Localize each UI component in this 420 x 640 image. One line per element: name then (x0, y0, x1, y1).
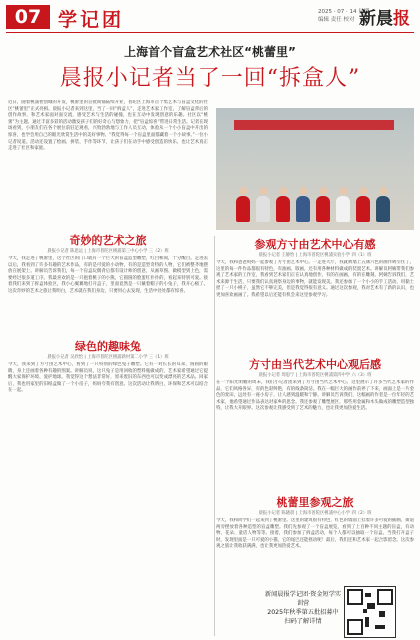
newspaper-logo: 新晨报 (359, 9, 410, 29)
photo-child (316, 196, 330, 222)
date-line: 2025 · 07 · 14 星期一 (318, 9, 375, 15)
photo-child (276, 196, 290, 222)
photo-child (376, 196, 390, 222)
section-body-3: 在一个阳光明媚的周末，我们小记者团来到了方寸由当代艺术中心。这里展示了许多当代艺术家的作品，它们风格各异，有的色彩鲜艳，有的线条简洁。我在一幅巨大的画作前停了下来，画面上是一片金色的麦田，远处有一座小房子，让人感到温暖和宁静。讲解员告诉我们，这幅画的作者是一位年轻的艺术家，他希望通过作品表达对家乡的思念。我还参观了雕塑展区，那些用金属和木头做成的雕塑造型独特，让我大开眼界。这次参观让我感受到了艺术的魅力，也让我更加热爱生活。 (216, 380, 414, 412)
photo-child (356, 196, 370, 222)
section-title-5: 桃蕾里参观之旅 (276, 496, 354, 509)
section-title: 学记团 (58, 9, 125, 31)
section-byline-1: 晨报小记者 陈思远 | 上海市普陀区桃浦第三中心小学 三（2）班 (47, 249, 169, 254)
section-title-4: 绿色的趣味兔 (75, 340, 141, 353)
column-divider (214, 236, 215, 636)
section-byline-3: 晨报小记者 周思宁 | 上海市普陀区桃浦第四中学 六（3）班 (258, 373, 372, 378)
page-header (0, 0, 420, 34)
section-body-4: 今天，我来到了方寸由艺术中心，看到了一只特别的绿色兔子雕塑。它有一对长长的耳朵，圆圆的眼睛，身上还画着各种有趣的图案。讲解员说，这只兔子是用回收的塑料瓶做成的，艺术家希望通过它提醒大家保护环境、爱护地球。我觉得这个想法非常好，原来废旧的东西也可以变成漂亮的艺术品。回家后，我也用家里的旧纸盒做了一个小房子，妈妈夸我有创意。这次活动让我明白，环保和艺术可以结合在一起。 (8, 362, 208, 394)
section-byline-4: 晨报小记者 吴欣怡 | 上海市普陀区桃浦新村第二小学 三（1）班 (47, 355, 169, 360)
section-body-1: 今天，我走进了桃蕾里，这个社区的门口就有一个巨大的盲盒造型雕塑，红白相间，十分醒目。走进去以后，我看到了许多有趣的艺术作品，有的是可爱的小动物，有的是造型奇特的人物，它们被整齐地摆放在展架上。讲解员告诉我们，每一个盲盒玩偶背后都有设计师的创意，从画草图、做模型到上色，需要经过很多道工序。我最喜欢的是一只抱着桃子的小熊，它圆圆的脸蛋红扑扑的，看起来特别可爱。接着我们来到了拆盒体验区，我小心翼翼地打开盒子，里面竟然是一只戴着帽子的小兔子，我开心极了。这次奇妙的艺术之旅让我明白，艺术就在我们身边，只要用心去发现，生活中处处都有惊喜。 (8, 256, 208, 294)
qr-code[interactable] (344, 586, 396, 638)
photo-child (256, 196, 270, 222)
section-body-2: 今天，我和爸爸妈妈一起参观了方寸由艺术中心。一走进大厅，我就被墙上五颜六色的画作吸引住了。这里的每一件作品都很有特色，有油画、版画，还有用各种材料做成的装置艺术。讲解员阿姨带我们参观了艺术家的工作室，我看到艺术家们正在认真地创作，有的在画画，有的在雕刻。阿姨告诉我们，艺术来源于生活，只要我们认真观察身边的事物，就能发现美。我还参加了一个小小的手工活动，用黏土捏了一只小桃子，虽然它不够完美，但是我觉得很有意义。通过这次参观，我对艺术有了新的认识，也更加喜欢画画了。我希望以后还能有机会来这里参观学习。 (216, 260, 414, 298)
ad-line-1: 新闻晨报学记团·资金短学实训营 (264, 591, 342, 607)
photo-child (296, 196, 310, 222)
section-byline-5: 晨报小记者 陈晓晨 | 上海市普陀区桃浦中心小学 四（2）班 (258, 511, 372, 516)
photo-banner (234, 120, 394, 130)
photo-child (336, 196, 350, 222)
editor-line: 编辑 责任 校对 (318, 17, 355, 23)
article-photo (216, 108, 414, 230)
article-kicker: 上海首个盲盒艺术社区“桃蕾里” (124, 45, 296, 59)
article-headline: 晨报小记者当了一回“拆盒人” (59, 66, 361, 91)
page-number: 07 (6, 5, 50, 29)
photo-child (236, 196, 250, 222)
section-title-2: 参观方寸由艺术中心有感 (254, 238, 376, 251)
ad-line-2: 2025年秋季第五批招募中 (267, 609, 339, 616)
ad-line-3: 扫码了解详情 (284, 618, 322, 625)
recruitment-ad (262, 590, 344, 626)
section-body-5: 今天，我和同学们一起来到了桃蕾里。这里的建筑很有特色，红色的墙面上挂着许多可爱的插画，街道两旁摆放着各种造型的盲盒雕塑。我们先参观了一个盲盒展览，看到了上百种不同主题的盲盒，有动物、花朵、童话人物等等。接着，我们参加了拆盒活动，每个人都可以抽取一个盲盒。当我打开盒子时，发现里面是一只可爱的小猫，它的尾巴还能摇动呢！最后，我们还和艺术家一起合影留念。这次参观之旅让我收获满满，也让我更加热爱艺术。 (216, 518, 414, 550)
section-byline-2: 晨报小记者 王静怡 | 上海市普陀区桃浦实验小学 四（1）班 (258, 253, 372, 258)
section-title-3: 方寸由当代艺术中心观后感 (249, 358, 381, 371)
section-title-1: 奇妙的艺术之旅 (69, 234, 147, 247)
header-rule (6, 32, 414, 33)
lead-paragraph: 近日，随着桃浦智创城的开发，桃蕾里的首批商铺陆续开业，普陀区上海市首个集艺术与盲盒文化的社区“桃蕾里”正式亮相。晨报小记者来到这里，当了一回“拆盒人”，走进艺术家工作室，了解盲盒背后的创作故事，和艺术家面对面交流，感受艺术与生活的碰撞，也在互动中发现创意的乐趣。社区以“桃蕾”为主题，通过丰富多彩的活动激发孩子们的好奇心与想象力，把“盲盒惊喜”带进日常生活。记者在现场看到，小朋友们在各个展位前驻足观看，兴致勃勃地与工作人员互动，体验从一个小小盲盒中开出的惊喜，也学会用自己的眼光欣赏生活中的美好事物。“我觉得每一个盲盒里面都藏着一个小故事。”一位小记者说道。活动还设置了绘画、拼装、手作等环节，让孩子们在动手中感受创造的快乐，也让艺术真正走进了社区和家庭。 (8, 100, 208, 152)
